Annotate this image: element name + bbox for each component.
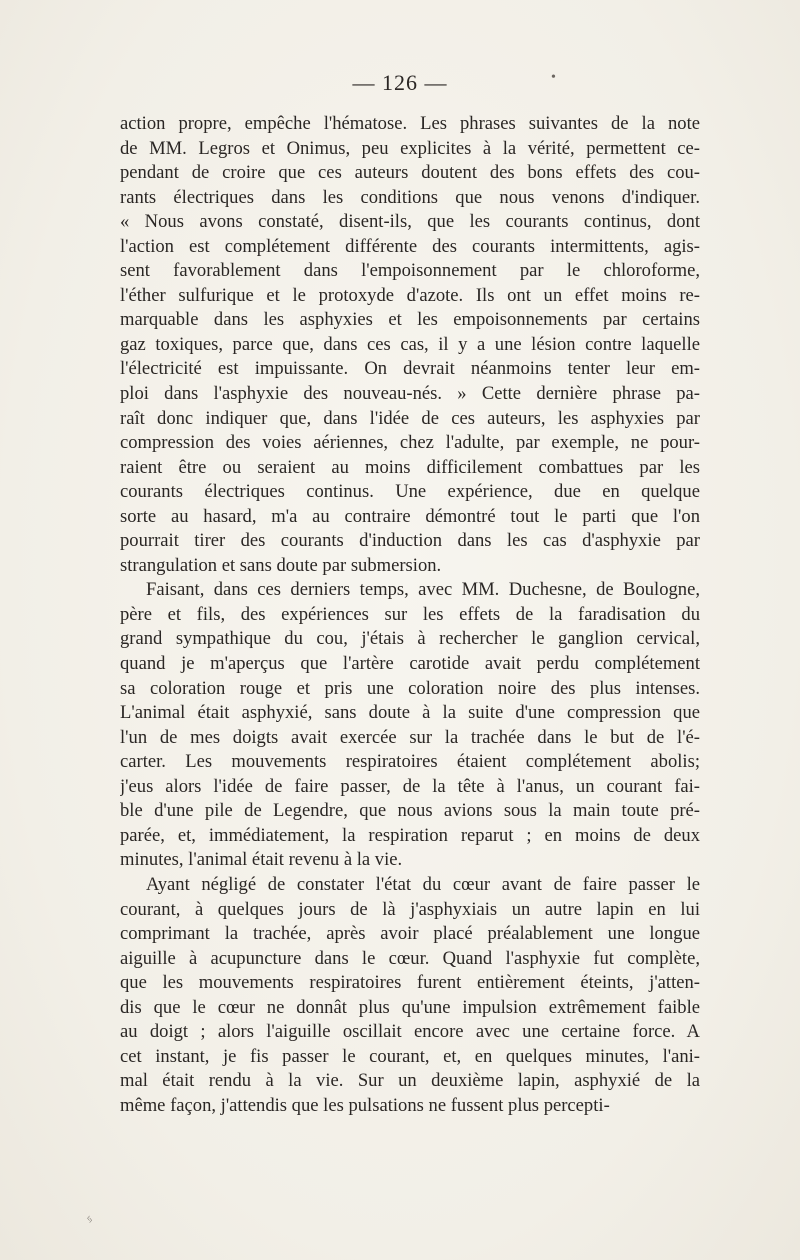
text-line: carter. Les mouvements respiratoires étaient complétement abolis;: [120, 751, 700, 773]
text-line: courants électriques continus. Une expérience, due en quelque: [120, 481, 700, 503]
text-line: pendant de croire que ces auteurs doutent des bons effets des cou-: [120, 162, 700, 184]
text-line: l'éther sulfurique et le protoxyde d'azote. Ils ont un effet moins re-: [120, 284, 700, 306]
text-line: gaz toxiques, parce que, dans ces cas, il y a une lésion contre laquelle: [120, 333, 700, 355]
text-line: pourrait tirer des courants d'induction dans les cas d'asphyxie par: [120, 530, 700, 552]
text-line: au doigt ; alors l'aiguille oscillait encore avec une certaine force. A: [120, 1021, 700, 1043]
text-line: même façon, j'attendis que les pulsations ne fussent plus percepti-: [120, 1094, 610, 1116]
text-line: j'eus alors l'idée de faire passer, de la tête à l'anus, un courant fai-: [120, 775, 700, 797]
text-line: Faisant, dans ces derniers temps, avec MM. Duchesne, de Boulogne,: [146, 579, 700, 601]
text-line: comprimant la trachée, après avoir placé préalablement une longue: [120, 923, 700, 945]
text-line: marquable dans les asphyxies et les empoisonnements par certains: [120, 309, 700, 331]
body-text: [120, 112, 700, 1118]
text-line: raient être ou seraient au moins difficilement combattues par les: [120, 456, 700, 478]
text-line: l'électricité est impuissante. On devrait néanmoins tenter leur em-: [120, 358, 700, 380]
text-line: quand je m'aperçus que l'artère carotide avait perdu complétement: [120, 653, 700, 675]
text-line: sa coloration rouge et pris une coloration noire des plus intenses.: [120, 677, 700, 699]
text-line: L'animal était asphyxié, sans doute à la suite d'une compression que: [120, 702, 700, 724]
text-line: de MM. Legros et Onimus, peu explicites à la vérité, permettent ce-: [120, 137, 700, 159]
text-line: grand sympathique du cou, j'étais à rechercher le ganglion cervical,: [120, 628, 700, 650]
text-line: rants électriques dans les conditions que nous venons d'indiquer.: [120, 186, 700, 208]
margin-ink-mark: ᛃ: [86, 1212, 94, 1226]
text-line: minutes, l'animal était revenu à la vie.: [120, 849, 403, 871]
text-line: « Nous avons constaté, disent-ils, que les courants continus, dont: [120, 211, 700, 233]
text-line: l'action est complétement différente des courants intermittents, agis-: [120, 235, 700, 257]
text-line: compression des voies aériennes, chez l'adulte, par exemple, ne pour-: [120, 432, 700, 454]
text-line: mal était rendu à la vie. Sur un deuxième lapin, asphyxié de la: [120, 1070, 700, 1092]
text-line: ble d'une pile de Legendre, que nous avions sous la main toute pré-: [120, 800, 700, 822]
text-line: parée, et, immédiatement, la respiration reparut ; en moins de deux: [120, 824, 700, 846]
text-line: dis que le cœur ne donnât plus qu'une impulsion extrêmement faible: [120, 996, 700, 1018]
text-line: courant, à quelques jours de là j'asphyxiais un autre lapin en lui: [120, 898, 700, 920]
text-line: Ayant négligé de constater l'état du cœur avant de faire passer le: [146, 873, 700, 895]
text-line: sent favorablement dans l'empoisonnement par le chloroforme,: [120, 260, 700, 282]
text-line: père et fils, des expériences sur les effets de la faradisation du: [120, 603, 700, 625]
text-line: l'un de mes doigts avait exercée sur la trachée dans le but de l'é-: [120, 726, 700, 748]
text-line: ploi dans l'asphyxie des nouveau-nés. » Cette dernière phrase pa-: [120, 383, 700, 405]
corner-mark: •: [551, 70, 556, 85]
text-line: cet instant, je fis passer le courant, et, en quelques minutes, l'ani-: [120, 1045, 700, 1067]
text-line: aiguille à acupuncture dans le cœur. Quand l'asphyxie fut complète,: [120, 947, 700, 969]
text-line: strangulation et sans doute par submersion.: [120, 554, 442, 576]
text-line: raît donc indiquer que, dans l'idée de ces auteurs, les asphyxies par: [120, 407, 700, 429]
text-line: action propre, empêche l'hématose. Les phrases suivantes de la note: [120, 113, 700, 134]
text-line: que les mouvements respiratoires furent entièrement éteints, j'atten-: [120, 972, 700, 994]
text-line: sorte au hasard, m'a au contraire démontré tout le parti que l'on: [120, 505, 700, 527]
page-number: — 126 —: [352, 70, 448, 95]
